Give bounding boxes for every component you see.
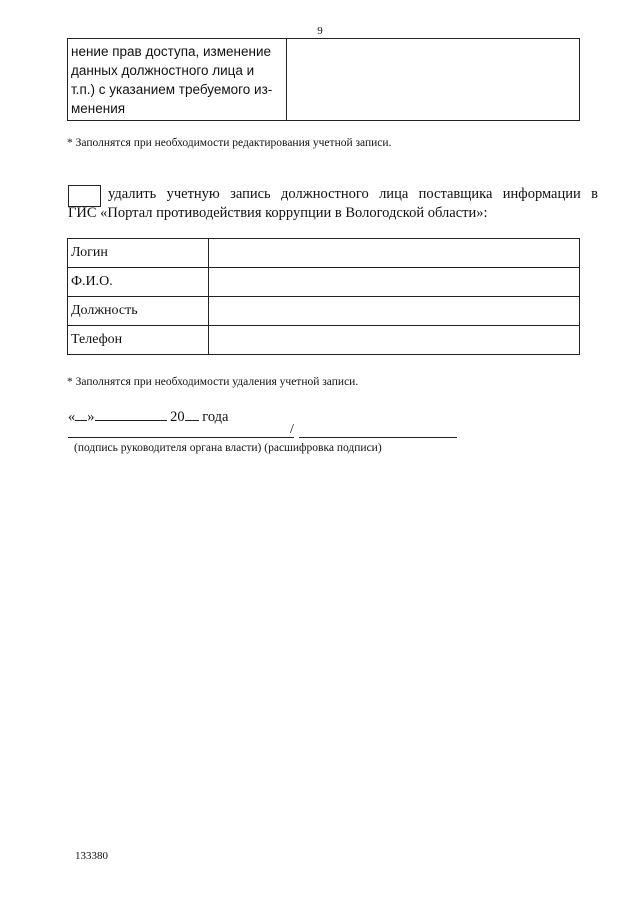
document-code: 133380 (75, 850, 108, 862)
year-prefix: 20 (170, 409, 185, 425)
table-row (68, 239, 580, 268)
field-value-fio[interactable] (209, 268, 580, 297)
day-blank[interactable] (75, 407, 87, 421)
delete-account-checkbox[interactable] (68, 185, 101, 207)
signature-line[interactable] (68, 437, 294, 438)
signature-transcript-line[interactable] (299, 437, 457, 438)
delete-option-text-line2: ГИС «Портал противодействия коррупции в Вологодской области»: (68, 205, 488, 221)
edit-note: * Заполнятся при необходимости редактирования учетной записи. (67, 137, 392, 149)
field-value-position[interactable] (209, 297, 580, 326)
year-blank[interactable] (185, 407, 199, 421)
page-number: 9 (317, 25, 323, 37)
field-value-login[interactable] (209, 239, 580, 268)
date-open-quote: « (68, 409, 76, 425)
delete-option-text-line1: удалить учетную запись должностного лица поставщика информации в (108, 186, 598, 202)
change-description-cell (68, 39, 287, 121)
signature-caption: (подпись руководителя органа власти) (расшифровка подписи) (74, 442, 382, 454)
field-label-position: Должность (68, 297, 209, 326)
date-line (68, 407, 228, 426)
change-description-line: т.п.) с указанием требуемого из- (71, 82, 273, 97)
account-fields-table (67, 238, 580, 355)
year-word: года (202, 409, 229, 425)
month-blank[interactable] (95, 407, 167, 421)
table-row (68, 297, 580, 326)
change-value-cell[interactable] (287, 39, 580, 121)
field-label-phone: Телефон (68, 326, 209, 355)
field-value-phone[interactable] (209, 326, 580, 355)
table-row (68, 268, 580, 297)
access-change-table (67, 38, 580, 121)
change-description-line: менения (71, 101, 126, 116)
signature-slash: / (290, 422, 294, 437)
date-close-quote: » (87, 409, 95, 425)
delete-note: * Заполнятся при необходимости удаления учетной записи. (67, 376, 359, 388)
change-description-line: нение прав доступа, изменение (71, 44, 271, 59)
table-row (68, 326, 580, 355)
field-label-fio: Ф.И.О. (68, 268, 209, 297)
change-description-line: данных должностного лица и (71, 63, 255, 78)
field-label-login: Логин (68, 239, 209, 268)
